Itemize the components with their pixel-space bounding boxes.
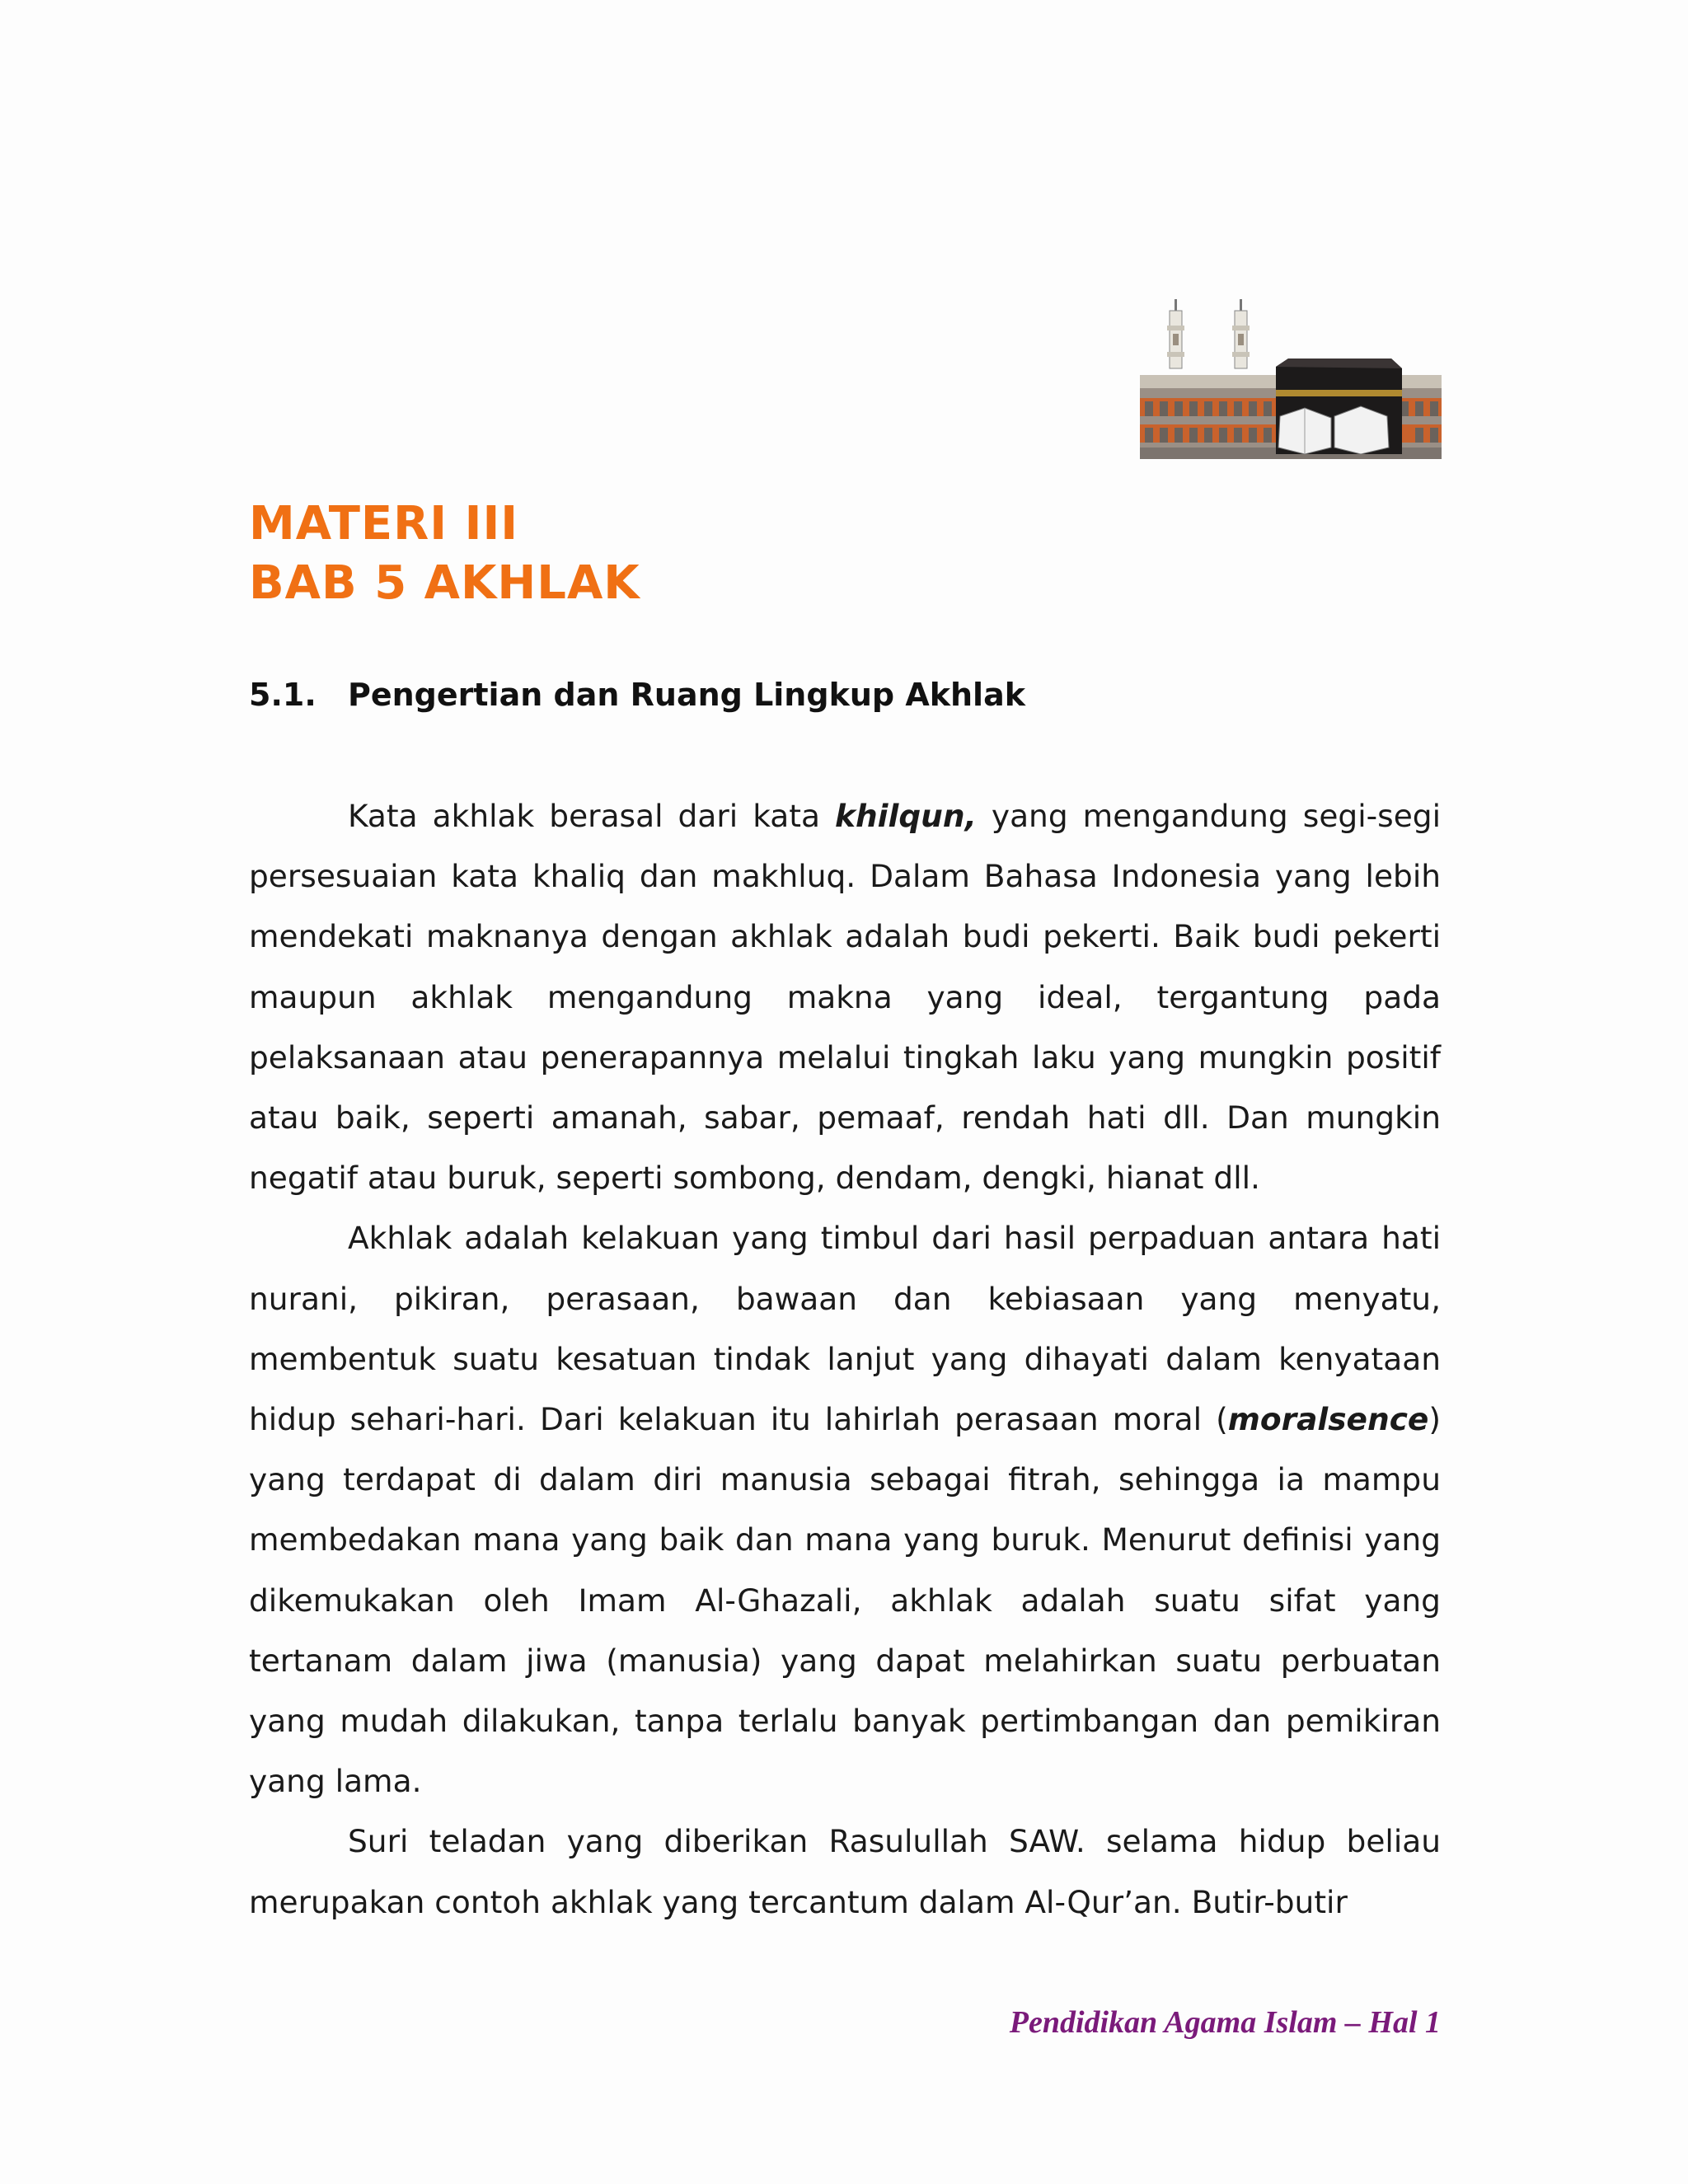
section-heading: [249, 672, 1025, 718]
chapter-title: [249, 494, 640, 613]
paragraph-2-text-b: ) yang terdapat di dalam diri manusia sebagai fitrah, sehingga ia mampu membedakan mana yang baik dan mana yang buruk. Menurut definisi yang dikemukakan oleh Imam Al-Ghazali, akhlak adalah suatu sifat yang tertanam dalam jiwa (manusia) yang dapat melahirkan suatu perbuatan yang mudah dilakukan, tanpa terlalu banyak pertimbangan dan pemikiran yang lama.: [249, 1401, 1441, 1800]
body-text: [249, 786, 1441, 1933]
section-title: Pengertian dan Ruang Lingkup Akhlak: [348, 677, 1025, 713]
section-number: 5.1.: [249, 677, 316, 713]
paragraph-2-emphasis: moralsence: [1227, 1401, 1429, 1438]
paragraph-2-text-a: Akhlak adalah kelakuan yang timbul dari hasil perpaduan antara hati nurani, pikiran, perasaan, bawaan dan kebiasaan yang menyatu, membentuk suatu kesatuan tindak lanjut yang dihayati dalam kenyataan hidup sehari-hari. Dari kelakuan itu lahirlah perasaan moral (: [249, 1220, 1441, 1438]
paragraph-1: [249, 786, 1441, 1208]
chapter-title-line-1: MATERI III: [249, 497, 519, 551]
paragraph-1-emphasis: khilqun,: [835, 798, 977, 834]
paragraph-2: [249, 1208, 1441, 1811]
paragraph-3: Suri teladan yang diberikan Rasulullah SAW. selama hidup beliau merupakan contoh akhlak yang tercantum dalam Al-Qur’an. Butir-butir: [249, 1823, 1441, 1920]
paragraph-1-text-a: Kata akhlak berasal dari kata: [348, 798, 835, 834]
paragraph-1-text-b: yang mengandung segi-segi persesuaian kata khaliq dan makhluq. Dalam Bahasa Indonesia yang lebih mendekati maknanya dengan akhlak adalah budi pekerti. Baik budi pekerti maupun akhlak mengandung makna yang ideal, tergantung pada pelaksanaan atau penerapannya melalui tingkah laku yang mungkin positif atau baik, seperti amanah, sabar, pemaaf, rendah hati dll. Dan mungkin negatif atau buruk, seperti sombong, dendam, dengki, hianat dll.: [249, 798, 1441, 1197]
chapter-title-line-2: BAB 5 AKHLAK: [249, 556, 640, 610]
page-footer: Pendidikan Agama Islam – Hal 1: [1009, 2005, 1441, 2040]
kaaba-mosque-icon: [1140, 293, 1442, 466]
